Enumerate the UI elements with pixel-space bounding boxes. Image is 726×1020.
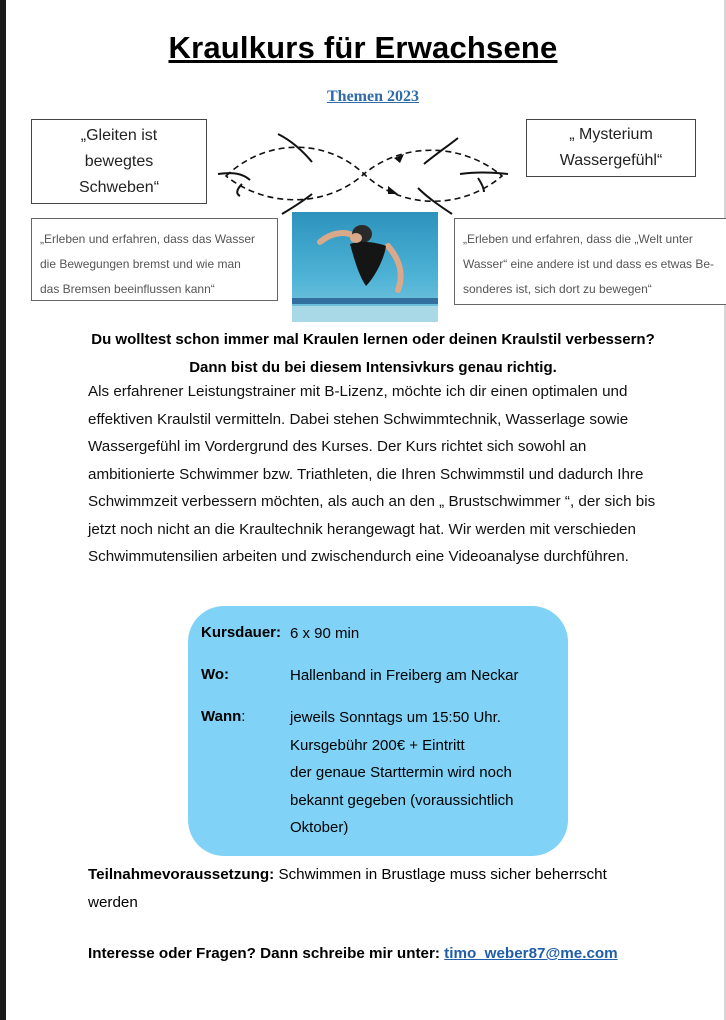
pool-floor	[292, 306, 438, 322]
schedule-label-text: Wann	[201, 708, 242, 725]
topic-left-heading-line: „Gleiten ist	[80, 126, 158, 144]
schedule-line: der genaue Starttermin wird noch	[290, 764, 512, 781]
schedule-line: jeweils Sonntags um 15:50 Uhr.	[290, 709, 501, 726]
schedule-line: Oktober)	[290, 819, 349, 836]
topic-left-quote-line: das Bremsen beeinflussen kann“	[40, 282, 215, 296]
schedule-value	[290, 704, 513, 842]
duration-value: 6 x 90 min	[290, 625, 360, 642]
headline	[60, 326, 686, 382]
direction-arrow-icon	[388, 186, 398, 194]
schedule-label-colon: :	[241, 708, 246, 725]
topic-right-quote-box	[454, 218, 726, 305]
stroke-mark	[478, 178, 484, 192]
swimmer-photo	[292, 212, 438, 322]
stroke-mark	[218, 173, 250, 180]
topic-left-quote-line: die Bewegungen bremst und wie man	[40, 257, 241, 271]
participation-requirement	[88, 861, 648, 916]
stroke-mark	[460, 173, 508, 175]
schedule-line: Kursgebühr 200€ + Eintritt	[290, 736, 465, 754]
requirement-text: Schwimmen in Brustlage muss sicher beherrscht werden	[88, 866, 607, 911]
stroke-mark	[282, 194, 312, 214]
topic-left-heading-line: bewegtes	[84, 152, 154, 170]
topic-left-heading-line: Schweben“	[78, 178, 160, 196]
topic-right-quote-line: „Erleben und erfahren, dass die „Welt unter	[463, 232, 693, 246]
schedule-label	[201, 708, 245, 725]
course-info-card	[188, 606, 568, 856]
location-label: Wo:	[201, 666, 230, 683]
topic-left-quote-line: „Erleben und erfahren, dass das Wasser	[40, 232, 255, 246]
contact-text: Interesse oder Fragen? Dann schreibe mir unter:	[88, 945, 445, 962]
page-title: Kraulkurs für Erwachsene	[168, 30, 558, 65]
stroke-mark	[237, 184, 242, 196]
headline-line: Dann bist du bei diesem Intensivkurs genau richtig.	[189, 359, 557, 376]
swim-path-infinity-diagram	[216, 128, 512, 218]
page-left-edge	[0, 0, 6, 1020]
course-description: Als erfahrener Leistungstrainer mit B-Lizenz, möchte ich dir einen optimalen und effektiven Kraulstil vermitteln. Dabei stehen Schwimmtechnik, Wasserlage sowie Wassergefühl im Vordergrund des Kurses. Der Kurs richtet sich sowohl an ambitionierte Schwimmer bzw. Triathleten, die Ihren Schwimmstil und dadurch Ihre Schwimmzeit verbessern möchten, als auch an den „ Brustschwimmer “, der sich bis jetzt noch nicht an die Kraultechnik herangewagt hat. Wir werden mit verschieden Schwimmutensilien arbeiten und zwischendurch eine Videoanalyse durchführen.	[88, 383, 656, 565]
topic-left-heading-box	[31, 119, 207, 204]
topic-right-heading-line: „ Mysterium	[569, 126, 653, 143]
duration-label: Kursdauer:	[201, 624, 282, 641]
topic-right-quote-line: sonderes ist, sich dort zu bewegen“	[463, 282, 652, 296]
swimmer-face	[350, 233, 362, 243]
topic-right-heading-box	[526, 119, 696, 177]
location-value: Hallenband in Freiberg am Neckar	[290, 667, 519, 684]
contact-line	[88, 940, 618, 967]
headline-line: Du wolltest schon immer mal Kraulen lernen oder deinen Kraulstil verbessern?	[91, 331, 655, 348]
pool-lane-line	[292, 298, 438, 304]
requirement-label: Teilnahmevoraussetzung:	[88, 866, 275, 883]
page-subtitle: Themen 2023	[327, 88, 419, 105]
contact-email-link[interactable]: timo_weber87@me.com	[444, 945, 618, 962]
topic-left-quote-box	[31, 218, 278, 301]
topic-right-quote-line: Wasser“ eine andere ist und dass es etwas Be-	[463, 257, 715, 271]
schedule-line: bekannt gegeben (voraussichtlich	[290, 791, 514, 809]
topic-right-heading-line: Wassergefühl“	[559, 152, 663, 169]
